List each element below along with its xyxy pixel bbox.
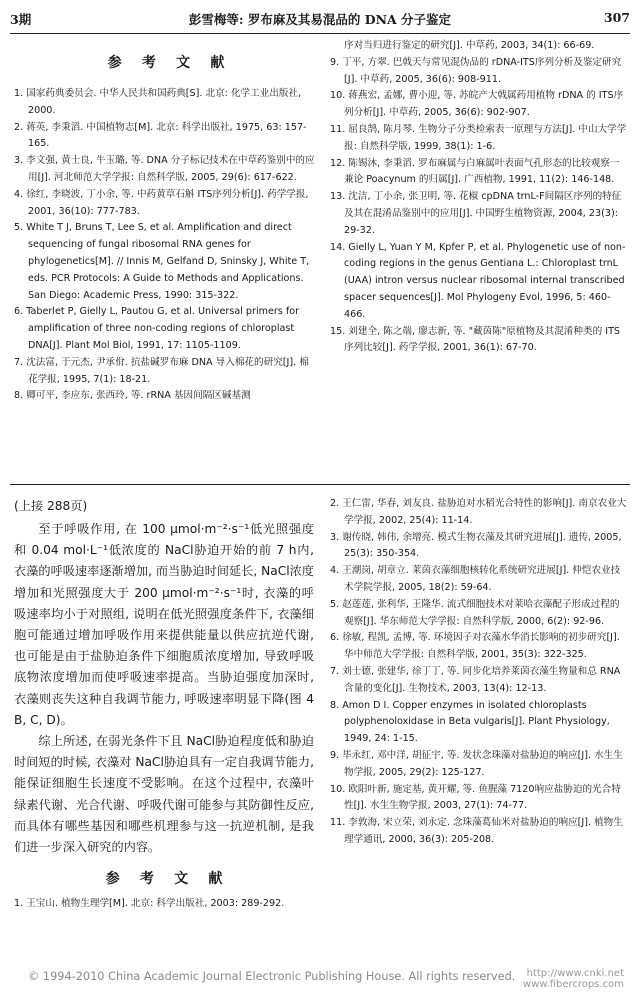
body-paragraph: 综上所述, 在弱光条件下且 NaCl胁迫程度低和胁迫时间短的时候, 衣藻对 NaCl胁迫具有一定自我调节能力, 能保证细胞生长速度不受影响。在这个过程中, 衣藻叶绿素代谢、光合代谢、呼吸代谢可能参与其防御性反应, 而具体有哪些基因和哪些机理参与这一抗逆机制, 是我们进一步深入研究的内容。 (14, 734, 314, 855)
references-heading: 参 考 文 献 (105, 871, 231, 888)
reference-item: 7. 沈法富, 于元杰, 尹承佾. 抗盐碱罗布麻 DNA 导入棉花的研究[J]. 棉花学报, 1995, 7(1): 18-21. (14, 356, 309, 385)
reference-item: 8. 卿可平, 李应东, 张西玲, 等. rRNA 基因间隔区碱基测 (14, 390, 251, 402)
copyright-text: © 1994-2010 China Academic Journal Electronic Publishing House. All rights reserved. (28, 970, 516, 983)
top-left-column (14, 52, 318, 472)
continued-from-note: (上接 288页) (14, 499, 88, 513)
top-left-reference-list (14, 86, 318, 405)
bottom-right-column (330, 496, 628, 962)
watermark (523, 968, 624, 990)
references-heading: 参 考 文 献 (107, 55, 233, 71)
reference-item: 4. 王潮岗, 胡章立. 莱茵衣藻细胞核转化系统研究进展[J]. 仲恺农业技术学院学报, 2005, 18(2): 59-64. (330, 565, 621, 593)
reference-item: 10. 欧阳叶新, 施定基, 黄开耀, 等. 鱼腥藻 7120响应盐胁迫的光合特性[J]. 水生生物学报, 2003, 27(1): 74-77. (330, 783, 621, 812)
reference-item: 2. 王仁雷, 华春, 刘友良. 盐胁迫对水稻光合特性的影响[J]. 南京农业大学学报, 2002, 25(4): 11-14. (330, 498, 627, 526)
body-paragraph: 至于呼吸作用, 在 100 μmol·m⁻²·s⁻¹低光照强度和 0.04 mol·L⁻¹低浓度的 NaCl胁迫开始的前 7 h内, 衣藻的呼吸速率逐渐增加, 而当胁迫时间延长, NaCl浓度增加和光照强度大于 200 μmol·m⁻²·s⁻¹时, 衣藻的呼吸速率均小于对照组, 说明在低光照强度条件下, 衣藻细胞可能通过增加呼吸作用来提供能量以供应抗逆代谢, 也可能是由于盐胁迫条件下细胞质浓度增加, 导致呼吸底物浓度增加而使呼吸速率提高。当胁迫强度加深时, 衣藻则丧失这种自我调节能力, 呼吸速率明显下降(图 4 B, C, D)。 (14, 522, 314, 727)
top-right-column (330, 38, 628, 472)
reference-item: 9. 毕永红, 邓中洋, 胡征宇, 等. 发状念珠藻对盐胁迫的响应[J]. 水生生物学报, 2005, 29(2): 125-127. (330, 749, 623, 778)
reference-item: 11. 屈良鹄, 陈月琴. 生物分子分类检索表一原理与方法[J]. 中山大学学报: 自然科学版, 1999, 38(1): 1-6. (330, 123, 627, 152)
watermark-site-fibercrops: www.fibercrops.com (522, 979, 624, 990)
reference-item: 5. White T J, Bruns T, Lee S, et al. Amplification and direct sequencing of fungal ribosomal RNA genes for phylogenetics[M]. // Innis M, Gelfand D, Sninsky J, White T, eds. PCR Protocols: A Guide to Methods and Applications. San Diego: Academic Press, 1990: 315-322. (14, 222, 310, 301)
reference-item: 9. 丁平, 方翠. 巴戟天与常见混伪品的 rDNA-ITS序列分析及鉴定研究[J]. 中草药, 2005, 36(6): 908-911. (330, 56, 622, 85)
reference-item: 4. 徐红, 李晓波, 丁小余, 等. 中药黄草石斛 ITS序列分析[J]. 药学学报, 2001, 36(10): 777-783. (14, 188, 309, 217)
reference-continued: 序对当归进行鉴定的研究[J]. 中草药, 2003, 34(1): 66-69. (344, 40, 595, 51)
reference-item: 7. 刘士德, 张建华, 徐丁丁, 等. 同步化培养莱茵衣藻生物量和总 RNA含量的变化[J]. 生物技术, 2003, 13(4): 12-13. (330, 665, 621, 694)
issue-label: 3期 (10, 12, 32, 27)
section-divider (10, 484, 630, 485)
copyright-footer (0, 968, 640, 990)
header-rule (10, 33, 630, 34)
reference-item: 13. 沈洁, 丁小余, 张卫明, 等. 花椒 cpDNA trnL-F间隔区序列的特征及其在混淆品鉴别中的应用[J]. 中国野生植物资源, 2004, 23(3): 29-32. (330, 191, 622, 236)
reference-item: 10. 蒋燕宏, 孟娜, 曹小迎, 等. 苏皖产大戟属药用植物 rDNA 的 ITS序列分析[J]. 中草药, 2005, 36(6): 902-907. (330, 90, 624, 119)
reference-item: 11. 李敦海, 宋立荣, 刘永定. 念珠藻葛仙米对盐胁迫的响应[J]. 植物生理学通讯, 2000, 36(3): 205-208. (330, 817, 623, 845)
page-number: 307 (603, 10, 630, 25)
reference-item: 6. Taberlet P, Gielly L, Pautou G, et al. Universal primers for amplification of three non-coding regions of chloroplast DNA[J]. Plant Mol Biol, 1991, 17: 1105-1109. (14, 306, 300, 351)
reference-item: 1. 国家药典委员会. 中华人民共和国药典[S]. 北京: 化学工业出版社, 2000. (14, 88, 302, 116)
reference-item: 3. 谢传晓, 韩伟, 余增亮. 模式生物衣藻及其研究进展[J]. 遗传, 2005, 25(3): 350-354. (330, 531, 622, 560)
reference-item: 1. 王宝山. 植物生理学[M]. 北京: 科学出版社, 2003: 289-292. (14, 898, 285, 910)
reference-item: 2. 蒋英, 李秉滔. 中国植物志[M]. 北京: 科学出版社, 1975, 63: 157-165. (14, 121, 307, 150)
running-header (10, 8, 630, 30)
running-title: 彭雪梅等: 罗布麻及其易混品的 DNA 分子鉴定 (188, 12, 452, 27)
reference-item: 5. 赵莲莲, 张利华, 王隆华. 流式细胞技术对莱哈衣藻配子形成过程的观察[J]. 华东师范大学学报: 自然科学版, 2000, 6(2): 92-96. (330, 598, 620, 627)
reference-item: 14. Gielly L, Yuan Y M, Kpfer P, et al. Phylogenetic use of non-coding regions in the genus Gentiana L.: Chloroplast trnL (UAA) intron versus nuclear ribosomal internal transcribed spacer sequences[J]. Mol Phylogeny Evol, 1996, 5: 460-466. (330, 241, 626, 320)
reference-item: 12. 陈锡沐, 李秉滔. 罗布麻属与白麻属叶表面气孔形态的比较观察一兼论 Poacynum 的归属[J]. 广西植物, 1991, 11(2): 146-148. (330, 157, 620, 186)
reference-item: 6. 徐敏, 程凯, 孟博, 等. 环境因子对衣藻水华消长影响的初步研究[J]. 华中师范大学学报: 自然科学版, 2001, 35(3): 322-325. (330, 632, 620, 661)
bottom-left-column (14, 496, 314, 962)
watermark-site-cnki: http://www.cnki.net (526, 968, 624, 979)
reference-item: 8. Amon D I. Copper enzymes in isolated chloroplasts polyphenoloxidase in Beta vulgaris[J]. Plant Physiology, 1949, 24: 1-15. (330, 699, 610, 745)
reference-item: 15. 刘建全, 陈之端, 廖志新, 等. "藏茵陈"原植物及其混淆种类的 ITS序列比较[J]. 药学学报, 2001, 36(1): 67-70. (330, 325, 621, 354)
reference-item: 3. 李文强, 黄士良, 牛玉璐, 等. DNA 分子标记技术在中草药鉴别中的应用[J]. 河北师范大学学报: 自然科学版, 2005, 29(6): 617-622. (14, 155, 315, 183)
